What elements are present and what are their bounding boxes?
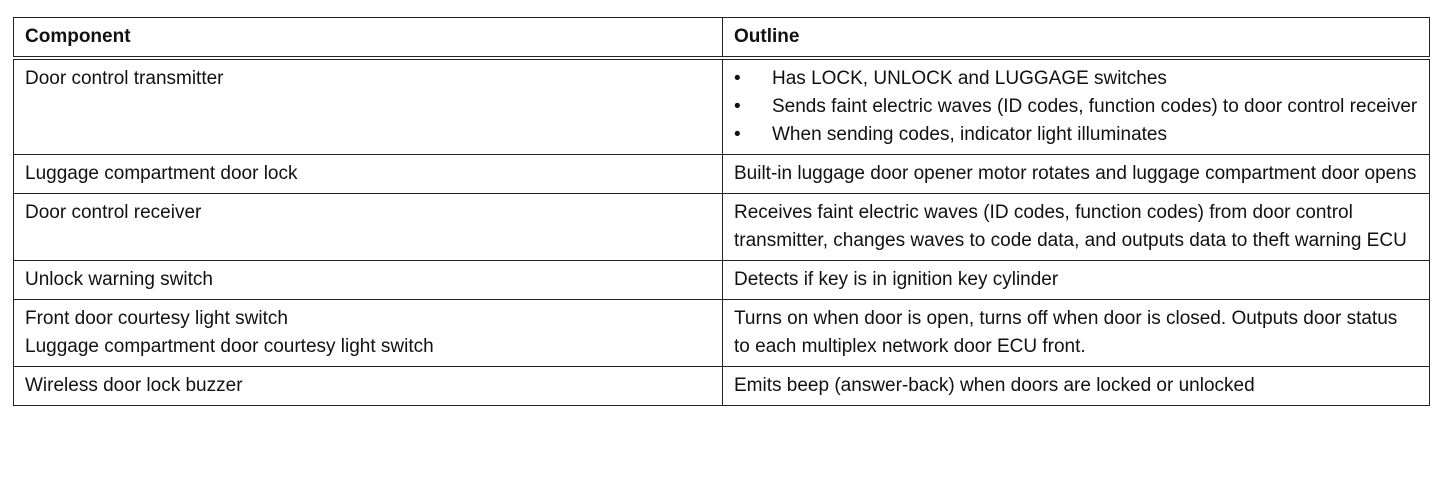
component-text: Unlock warning switch: [25, 269, 213, 290]
outline-cell: Detects if key is in ignition key cylinder: [723, 261, 1430, 300]
table-row: [14, 58, 1430, 155]
component-text: Luggage compartment door courtesy light switch: [25, 336, 434, 357]
outline-cell: [723, 58, 1430, 155]
component-cell: [14, 261, 723, 300]
table-row: [14, 261, 1430, 300]
component-cell: [14, 194, 723, 261]
table-row: [14, 300, 1430, 367]
outline-bullet-list: [734, 65, 1418, 149]
table-row: [14, 194, 1430, 261]
outline-bullet-text: Sends faint electric waves (ID codes, function codes) to door control receiver: [772, 96, 1418, 117]
component-cell: [14, 58, 723, 155]
outline-bullet-item: [734, 65, 1418, 93]
component-text: Wireless door lock buzzer: [25, 375, 243, 396]
outline-bullet-item: [734, 121, 1418, 149]
outline-cell: Emits beep (answer-back) when doors are locked or unlocked: [723, 367, 1430, 406]
bullet-icon: •: [734, 68, 741, 89]
outline-bullet-text: When sending codes, indicator light illuminates: [772, 124, 1167, 145]
table-row: [14, 155, 1430, 194]
component-outline-table: [13, 17, 1430, 406]
outline-cell: Turns on when door is open, turns off when door is closed. Outputs door status to each multiplex network door ECU front.: [723, 300, 1430, 367]
table-row: [14, 367, 1430, 406]
component-cell: [14, 367, 723, 406]
header-component: Component: [14, 18, 723, 59]
component-outline-table-wrapper: [13, 17, 1429, 406]
outline-bullet-text: Has LOCK, UNLOCK and LUGGAGE switches: [772, 68, 1167, 89]
outline-bullet-item: [734, 93, 1418, 121]
component-cell: [14, 155, 723, 194]
component-cell: [14, 300, 723, 367]
component-text: Door control receiver: [25, 202, 202, 223]
table-header-row: [14, 18, 1430, 59]
bullet-icon: •: [734, 96, 741, 117]
outline-cell: Receives faint electric waves (ID codes, function codes) from door control transmitter, changes waves to code data, and outputs data to theft warning ECU: [723, 194, 1430, 261]
header-outline: Outline: [723, 18, 1430, 59]
outline-cell: Built-in luggage door opener motor rotates and luggage compartment door opens: [723, 155, 1430, 194]
component-text: Luggage compartment door lock: [25, 163, 298, 184]
component-text: Door control transmitter: [25, 68, 224, 89]
bullet-icon: •: [734, 124, 741, 145]
component-text: Front door courtesy light switch: [25, 308, 288, 329]
